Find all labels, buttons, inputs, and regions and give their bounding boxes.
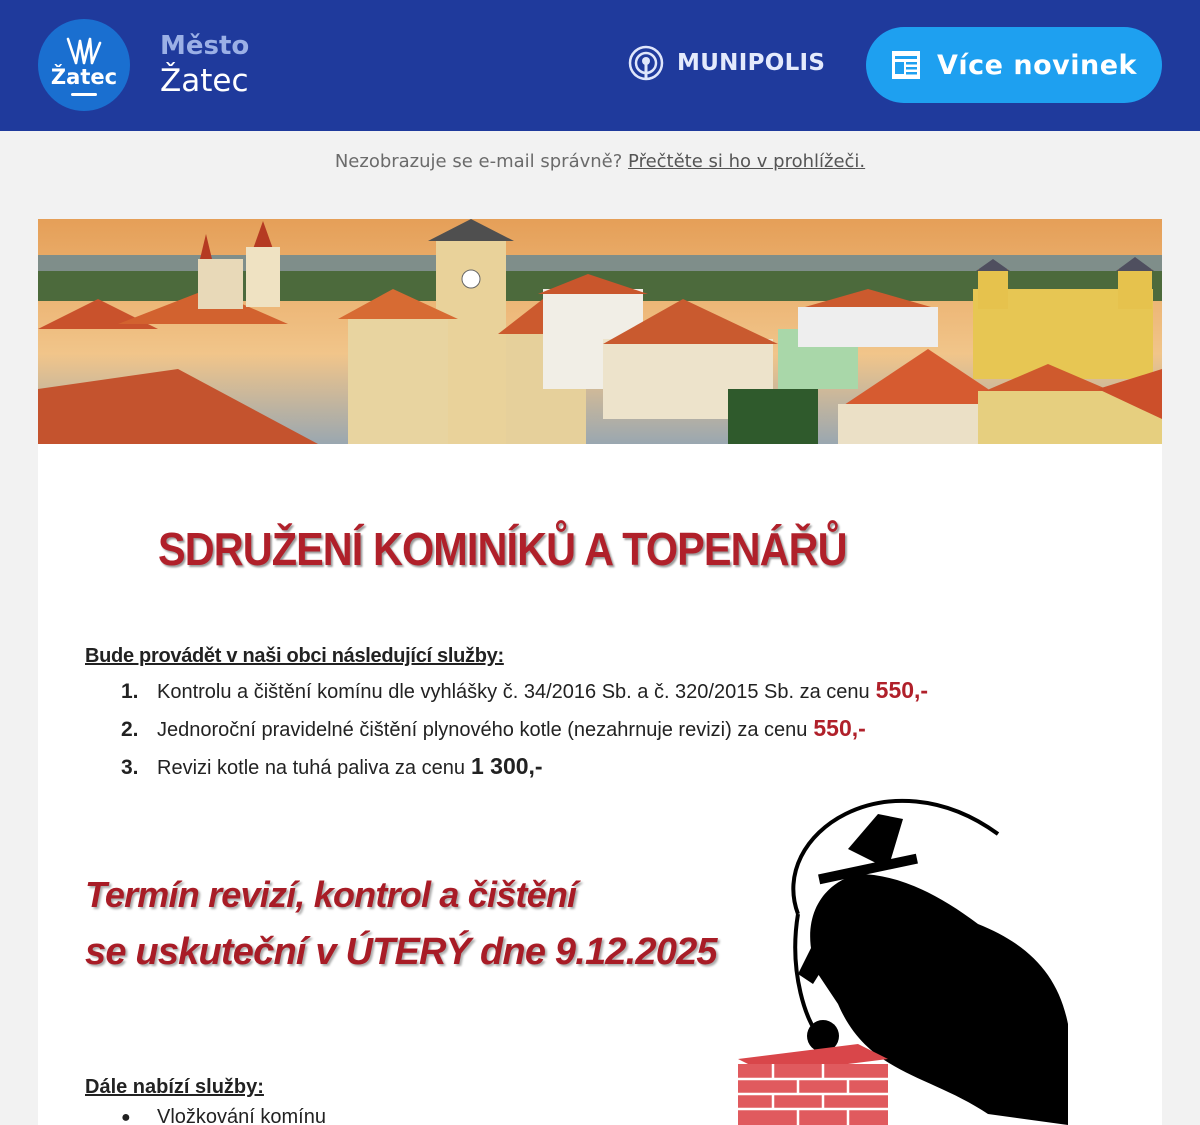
town-panorama-banner bbox=[38, 219, 1162, 444]
logo-underline bbox=[71, 93, 97, 96]
list-item-price: 550,- bbox=[875, 677, 929, 703]
list-item-text: Kontrolu a čištění komínu dle vyhlášky č. 34/2016 Sb. a č. 320/2015 Sb. za cenu bbox=[157, 681, 870, 703]
list-item-price: 1 300,- bbox=[470, 753, 543, 779]
munipolis-label: MUNIPOLIS bbox=[677, 50, 826, 76]
list-item-text: Vložkování komínu bbox=[157, 1106, 326, 1125]
chimney-sweep-illustration bbox=[728, 774, 1098, 1125]
city-logo[interactable] bbox=[38, 19, 130, 111]
term-line2: se uskuteční v ÚTERÝ dne 9.12.2025 bbox=[85, 931, 717, 973]
broadcast-icon bbox=[627, 44, 665, 82]
brand-line1: Město bbox=[160, 31, 250, 61]
header-bar bbox=[0, 0, 1200, 131]
list-item-price: 550,- bbox=[813, 715, 866, 741]
list-item-text: Revizi kotle na tuhá paliva za cenu bbox=[157, 757, 465, 779]
more-news-button[interactable] bbox=[866, 27, 1162, 103]
more-services-heading: Dále nabízí služby: bbox=[85, 1076, 264, 1098]
list-item bbox=[121, 1106, 326, 1125]
news-icon bbox=[891, 50, 921, 80]
view-in-browser-link[interactable]: Přečtěte si ho v prohlížeči. bbox=[628, 151, 866, 172]
poster-title: SDRUŽENÍ KOMINÍKŮ A TOPENÁŘŮ bbox=[158, 523, 847, 575]
notice-text: Nezobrazuje se e-mail správně? bbox=[334, 151, 623, 172]
brand-line2: Žatec bbox=[160, 63, 249, 99]
list-item bbox=[121, 715, 1021, 753]
list-item-number: 1. bbox=[121, 680, 139, 703]
content-card bbox=[38, 444, 1162, 1125]
list-item-text: Jednoroční pravidelné čištění plynového kotle (nezahrnuje revizi) za cenu bbox=[157, 719, 808, 741]
more-news-label: Více novinek bbox=[937, 49, 1137, 81]
services-heading: Bude provádět v naši obci následující služby: bbox=[85, 645, 504, 667]
crown-icon bbox=[64, 37, 104, 67]
email-notice bbox=[0, 151, 1200, 172]
list-item-number: 3. bbox=[121, 756, 139, 779]
list-item bbox=[121, 677, 1021, 715]
term-line1: Termín revizí, kontrol a čištění bbox=[85, 874, 577, 915]
brand-name[interactable] bbox=[160, 30, 249, 100]
bullet-icon: ● bbox=[121, 1108, 131, 1125]
logo-text: Žatec bbox=[50, 64, 118, 89]
list-item-number: 2. bbox=[121, 718, 139, 741]
panorama-image bbox=[38, 219, 1162, 444]
munipolis-logo[interactable] bbox=[627, 44, 825, 82]
